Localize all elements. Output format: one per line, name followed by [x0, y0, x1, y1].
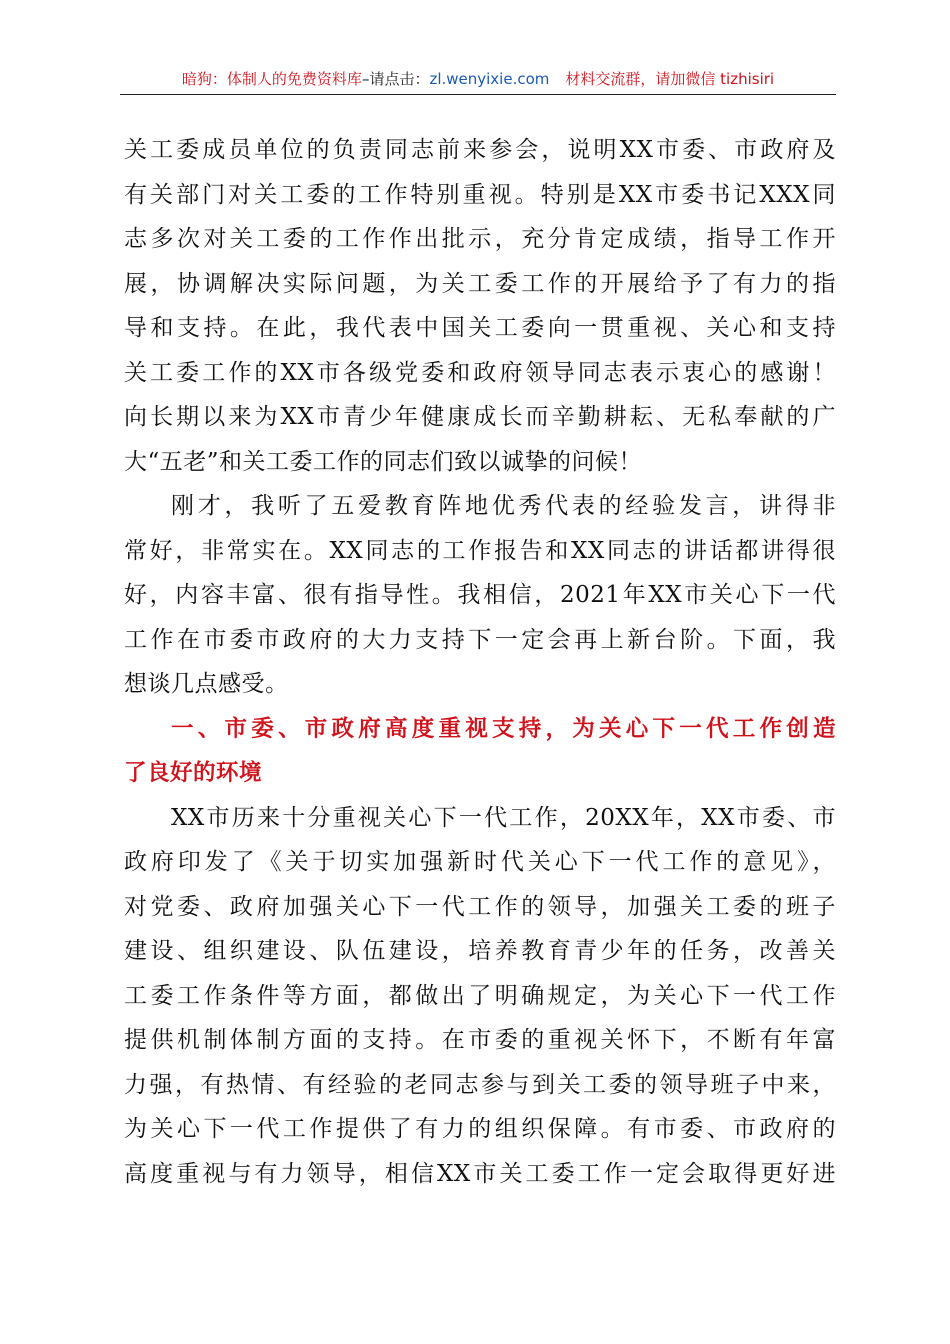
- text-line: 政府印发了《关于切实加强新时代关心下一代工作的意见》，: [124, 849, 836, 875]
- header-url-link[interactable]: zl.wenyixie.com: [429, 70, 550, 88]
- text-line: 大“五老”和关工委工作的同志们致以诚挚的问候！: [124, 448, 643, 475]
- text-line: 工作在市委市政府的大力支持下一定会再上新台阶。下面，我: [124, 626, 836, 653]
- header-brand: 暗狗：体制人的免费资料库: [181, 70, 362, 88]
- text-line: 高度重视与有力领导，相信XX市关工委工作一定会取得更好进: [124, 1160, 836, 1187]
- header-click-prefix: –请点击：: [361, 70, 430, 88]
- section-heading-line: 一、市委、市政府高度重视支持，为关心下一代工作创造: [171, 715, 836, 742]
- document-body: [124, 128, 836, 1196]
- text-line: 有关部门对关工委的工作特别重视。特别是XX市委书记XXX同: [124, 181, 836, 208]
- text-line: 导和支持。在此，我代表中国关工委向一贯重视、关心和支持: [124, 315, 836, 341]
- page-header: [120, 66, 836, 95]
- text-line: 好，内容丰富、很有指导性。我相信，2021年XX市关心下一代: [124, 582, 836, 608]
- text-line: 关工委成员单位的负责同志前来参会，说明XX市委、市政府及: [124, 137, 836, 163]
- text-line: 展，协调解决实际问题，为关工委工作的开展给予了有力的指: [124, 270, 836, 297]
- text-line: 想谈几点感受。: [124, 671, 289, 697]
- text-line: 为关心下一代工作提供了有力的组织保障。有市委、市政府的: [124, 1116, 836, 1142]
- text-line: 志多次对关工委的工作作出批示，充分肯定成绩，指导工作开: [124, 226, 836, 252]
- text-line: 工委工作条件等方面，都做出了明确规定，为关心下一代工作: [124, 982, 836, 1009]
- section-heading-line: 了良好的环境: [124, 760, 263, 786]
- text-line: 关工委工作的XX市各级党委和政府领导同志表示衷心的感谢！: [124, 359, 836, 386]
- text-line: XX市历来十分重视关心下一代工作，20XX年，XX市委、市: [171, 804, 836, 831]
- text-line: 建设、组织建设、队伍建设，培养教育青少年的任务，改善关: [124, 938, 836, 964]
- header-group-info: 材料交流群，请加微信 tizhisiri: [565, 70, 775, 88]
- text-line: 对党委、政府加强关心下一代工作的领导，加强关工委的班子: [124, 893, 836, 920]
- text-line: 提供机制体制方面的支持。在市委的重视关怀下，不断有年富: [124, 1027, 836, 1053]
- text-line: 力强，有热情、有经验的老同志参与到关工委的领导班子中来，: [124, 1071, 836, 1098]
- text-line: 刚才，我听了五爱教育阵地优秀代表的经验发言，讲得非: [171, 493, 836, 519]
- text-line: 向长期以来为XX市青少年健康成长而辛勤耕耘、无私奉献的广: [124, 404, 836, 430]
- text-line: 常好，非常实在。XX同志的工作报告和XX同志的讲话都讲得很: [124, 537, 836, 564]
